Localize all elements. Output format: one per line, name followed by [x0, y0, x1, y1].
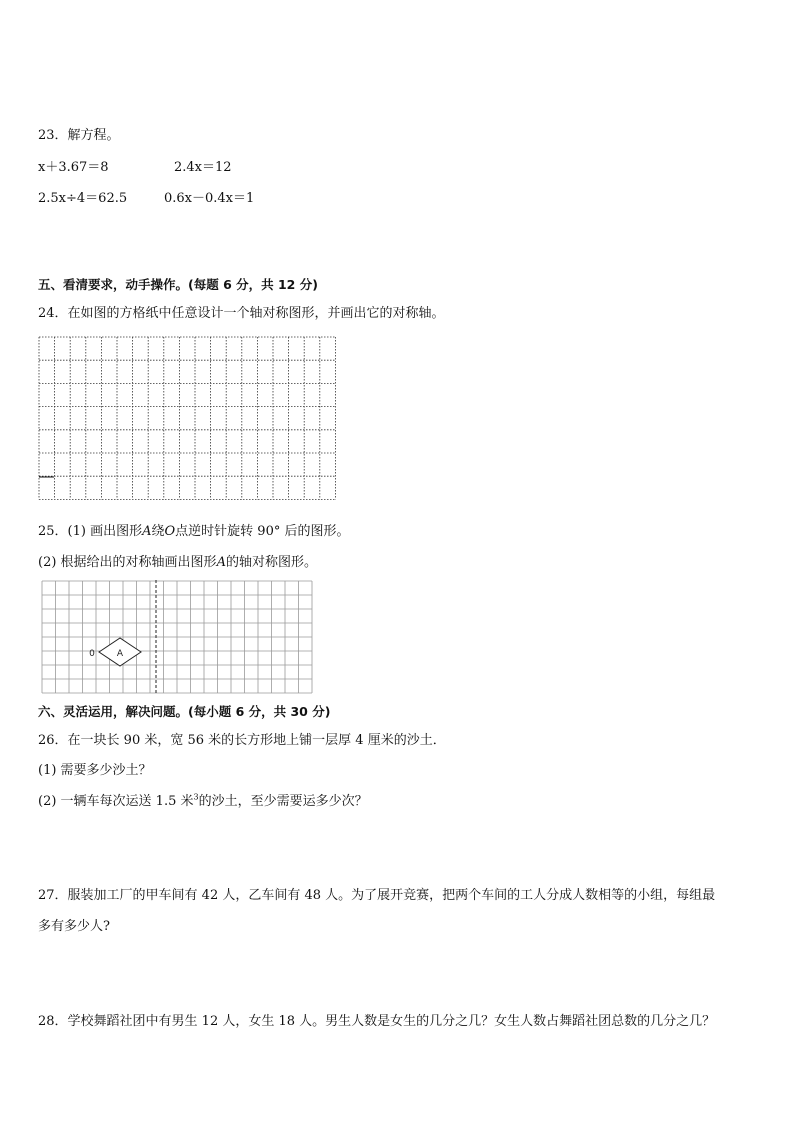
- q25-figure-a-label: A: [142, 524, 152, 539]
- q25-part-2: [38, 551, 317, 570]
- q25-part-2-text-a: (2) 根据给出的对称轴画出图形: [38, 555, 217, 570]
- q23-equation-3: 2.5x÷4＝62.5: [38, 191, 128, 206]
- q23-equation-4: 0.6x－0.4x＝1: [164, 191, 255, 206]
- q26-sub-2-exponent: 3: [193, 792, 199, 802]
- q26-sub-1: (1) 需要多少沙土？: [38, 763, 152, 778]
- q26-sub-2: [38, 790, 368, 809]
- q25-part-1-text-a: 25．(1) 画出图形: [38, 524, 143, 539]
- point-o-letter: 0: [89, 649, 95, 659]
- q25-point-o-label: O: [164, 524, 176, 539]
- q25-part-1-text-c: 点逆时针旋转 90° 后的图形。: [175, 524, 350, 539]
- q25-figure-a-label-2: A: [216, 555, 226, 570]
- q24-grid-paper: [38, 336, 338, 501]
- q26-text: 26．在一块长 90 米，宽 56 米的长方形地上铺一层厚 4 厘米的沙土．: [38, 733, 446, 748]
- q27-line-2: 多有多少人?: [38, 919, 110, 934]
- q24-text: 24．在如图的方格纸中任意设计一个轴对称图形，并画出它的对称轴。: [38, 306, 445, 321]
- q23-title: 23．解方程。: [38, 128, 120, 143]
- q26-sub-2-text-a: (2) 一辆车每次运送 1.5 米: [38, 794, 194, 809]
- q27-line-1: 27．服装加工厂的甲车间有 42 人，乙车间有 48 人。为了展开竞赛，把两个车间的工人分成人数相等的小组，每组最: [38, 888, 716, 903]
- q26-sub-2-text-b: 的沙土，至少需要运多少次？: [198, 794, 368, 809]
- section-6-heading: 六、灵活运用，解决问题。(每小题 6 分，共 30 分): [38, 704, 331, 719]
- q25-part-2-text-b: 的轴对称图形。: [225, 555, 317, 570]
- q28-text: 28．学校舞蹈社团中有男生 12 人，女生 18 人。男生人数是女生的几分之几？女生人数占舞蹈社团总数的几分之几？: [38, 1014, 716, 1029]
- q23-equation-1: x＋3.67＝8: [38, 160, 109, 175]
- q25-part-1-text-b: 绕: [151, 524, 165, 539]
- q23-equation-2: 2.4x＝12: [174, 160, 232, 175]
- figure-a-letter: A: [116, 649, 124, 659]
- q25-part-1: [38, 520, 349, 539]
- section-5-heading: 五、看清要求，动手操作。(每题 6 分，共 12 分): [38, 277, 318, 292]
- q25-grid-paper: [41, 580, 315, 696]
